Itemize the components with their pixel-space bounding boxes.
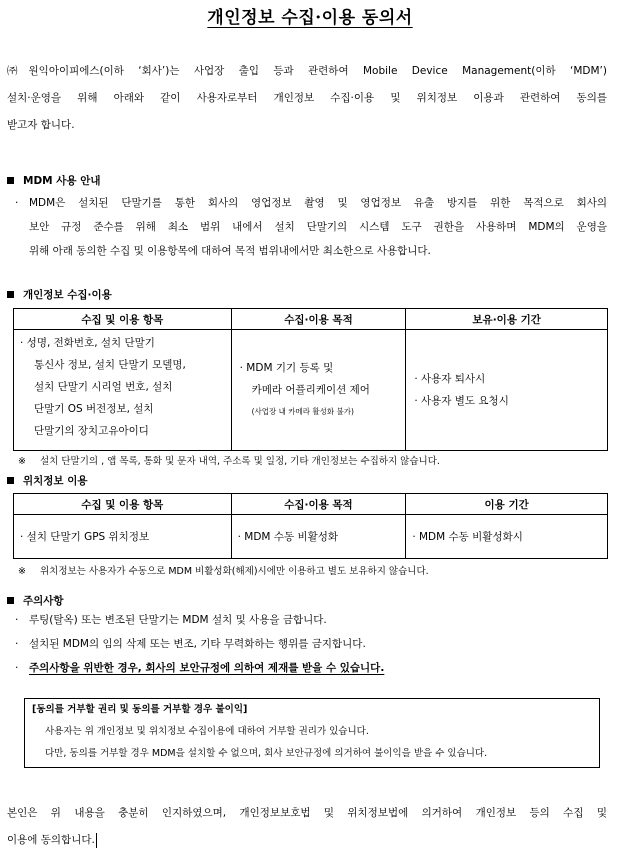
note-mark: ※	[18, 566, 26, 577]
period-line: · 사용자 퇴사시	[414, 373, 486, 385]
consent-statement	[7, 800, 607, 854]
caution-item: · 설치된 MDM의 임의 삭제 또는 변조, 기타 무력화하는 행위를 금지합니다.	[7, 632, 607, 656]
table-header-row	[14, 494, 608, 515]
consent-line: 이용에 동의합니다.	[7, 834, 95, 846]
refusal-line: 다만, 동의를 거부할 경우 MDM을 설치할 수 없으며, 회사 보안규정에 의거하여 불이익을 받을 수 있습니다.	[45, 748, 488, 759]
bullet-dot: ·	[15, 197, 19, 209]
square-bullet-icon	[7, 177, 14, 184]
square-bullet-icon	[7, 477, 14, 484]
item-line: 설치 단말기 시리얼 번호, 설치	[34, 381, 173, 393]
table-header-cell: 수집 및 이용 항목	[14, 494, 232, 515]
note-mark: ※	[18, 456, 26, 467]
table-cell: · MDM 수동 비활성화시	[406, 515, 608, 559]
item-line: · 성명, 전화번호, 설치 단말기	[20, 337, 155, 349]
item-line: 단말기 OS 버전정보, 설치	[34, 403, 154, 415]
items-cell	[14, 330, 232, 451]
bullet-dot: ·	[15, 614, 19, 626]
intro-line: 받고자 합니다.	[7, 119, 75, 131]
period-line: · 사용자 별도 요청시	[414, 395, 509, 407]
square-bullet-icon	[7, 291, 14, 298]
section-heading-location: 위치정보 이용	[7, 473, 88, 488]
purpose-small-note: (사업장 내 카메라 활성화 불가)	[251, 407, 354, 416]
personal-info-table	[13, 308, 608, 451]
personal-note: ※ 설치 단말기의 , 앱 목록, 통화 및 문자 내역, 주소록 및 일정, 기타 개인정보는 수집하지 않습니다.	[18, 456, 440, 467]
period-cell	[406, 330, 608, 451]
section-heading-personal: 개인정보 수집·이용	[7, 287, 112, 302]
table-row	[14, 330, 608, 451]
item-line: 통신사 정보, 설치 단말기 모델명,	[34, 359, 186, 371]
section-heading-caution: 주의사항	[7, 593, 64, 608]
table-header-cell: 수집 및 이용 항목	[14, 309, 232, 330]
refusal-line: 사용자는 위 개인정보 및 위치정보 수집이용에 대하여 거부할 권리가 있습니다.	[45, 726, 369, 737]
bullet-dot: ·	[15, 662, 19, 674]
location-note: ※ 위치정보는 사용자가 수동으로 MDM 비활성화(해제)시에만 이용하고 별도 보유하지 않습니다.	[18, 566, 429, 577]
consent-line: 본인은 위 내용을 충분히 인지하였으며, 개인정보보호법 및 위치정보법에 의거하여 개인정보 등의 수집 및	[7, 807, 607, 819]
caution-item: · 루팅(탈옥) 또는 변조된 단말기는 MDM 설치 및 사용을 금합니다.	[7, 608, 607, 632]
table-header-cell: 보유·이용 기간	[406, 309, 608, 330]
caution-item-emphasis: · 주의사항을 위반한 경우, 회사의 보안규정에 의하여 제재를 받을 수 있습니다.	[7, 656, 607, 680]
text-cursor	[96, 833, 97, 848]
bullet-dot: ·	[15, 638, 19, 650]
table-header-cell: 이용 기간	[406, 494, 608, 515]
table-header-cell: 수집·이용 목적	[231, 494, 406, 515]
table-cell: · MDM 수동 비활성화	[231, 515, 406, 559]
mdm-line: MDM은 설치된 단말기를 통한 회사의 영업정보 촬영 및 영업정보 유출 방지를 위한 목적으로 회사의	[29, 197, 607, 209]
square-bullet-icon	[7, 597, 14, 604]
location-info-table	[13, 493, 608, 559]
table-row	[14, 515, 608, 559]
intro-paragraph	[7, 58, 607, 139]
table-cell: · 설치 단말기 GPS 위치정보	[14, 515, 232, 559]
section-heading-mdm: MDM 사용 안내	[7, 173, 101, 188]
mdm-line: 위해 아래 동의한 수집 및 이용항목에 대하여 목적 범위내에서만 최소한으로 사용합니다.	[29, 245, 431, 257]
refusal-rights-box	[24, 698, 600, 768]
purpose-line: · MDM 기기 등록 및	[239, 362, 334, 374]
table-header-cell: 수집·이용 목적	[231, 309, 406, 330]
intro-line: 설치·운영을 위해 아래와 같이 사용자로부터 개인정보 수집·이용 및 위치정보 이용과 관련하여 동의를	[7, 92, 607, 104]
purpose-cell	[231, 330, 406, 451]
intro-line: ㈜원익아이피에스(이하 ‘회사’)는 사업장 출입 등과 관련하여 Mobile Device Management(이하 ‘MDM’)	[7, 65, 607, 77]
mdm-description	[7, 191, 607, 263]
item-line: 단말기의 장치고유아이디	[34, 425, 149, 437]
mdm-line: 보안 규정 준수를 위해 최소 범위 내에서 설치 단말기의 시스템 도구 권한을 사용하며 MDM의 운영을	[29, 221, 607, 233]
document-title: 개인정보 수집·이용 동의서	[207, 8, 413, 28]
refusal-title: [동의를 거부할 권리 및 동의를 거부할 경우 불이익]	[32, 704, 248, 715]
purpose-line: 카메라 어플리케이션 제어	[251, 384, 370, 396]
table-header-row	[14, 309, 608, 330]
